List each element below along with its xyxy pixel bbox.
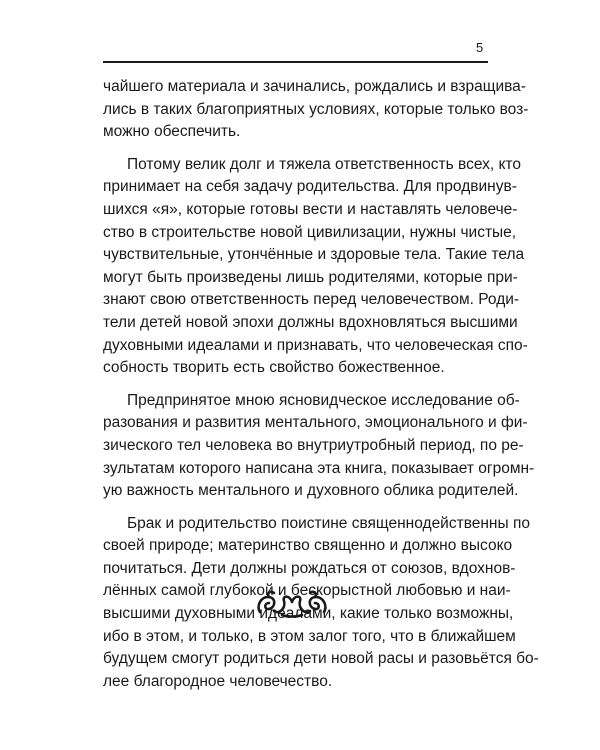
- text-line: шихся «я», которые готовы вести и наставлять человече-: [103, 200, 518, 218]
- paragraph-2: [103, 154, 528, 380]
- text-line: будущем смогут родиться дети новой расы и разовьётся бо-: [103, 650, 539, 668]
- text-line: Брак и родительство поистине священнодейственны по: [127, 514, 530, 532]
- text-line: разования и развития ментального, эмоционального и фи-: [103, 414, 528, 432]
- text-line: ство в строительстве новой цивилизации, нужны чистые,: [103, 223, 517, 241]
- text-line: Предпринятое мною ясновидческое исследование об-: [127, 391, 520, 409]
- text-line: лее благородное человечество.: [103, 672, 333, 690]
- text-line: тели детей новой эпохи должны вдохновляться высшими: [103, 313, 518, 331]
- text-line: знают свою ответственность перед человечеством. Роди-: [103, 291, 520, 309]
- text-line: ибо в этом, и только, в этом залог того, что в ближайшем: [103, 627, 516, 645]
- text-line: зического тел человека во внутриутробный период, по ре-: [103, 436, 524, 454]
- text-line: чувствительные, утончённые и здоровые тела. Такие тела: [103, 246, 525, 264]
- text-line: Потому велик долг и тяжела ответственность всех, кто: [127, 155, 521, 173]
- text-line: принимает на себя задачу родительства. Для продвинув-: [103, 178, 517, 196]
- text-line: зультатам которого написана эта книга, показывает огромн-: [103, 459, 535, 477]
- text-line: высшими духовными идеалами, какие только возможны,: [103, 605, 514, 623]
- text-line: можно обеспечить.: [103, 123, 241, 141]
- text-line: духовными идеалами и признавать, что человеческая спо-: [103, 336, 528, 354]
- text-line: могут быть произведены лишь родителями, которые при-: [103, 268, 518, 286]
- text-line: собность творить есть свойство божественное.: [103, 359, 445, 377]
- page-number: 5: [476, 40, 484, 55]
- text-line: ую важность ментального и духовного облика родителей.: [103, 482, 519, 500]
- text-line: чайшего материала и зачинались, рождались и взращива-: [103, 78, 526, 95]
- text-line: лись в таких благоприятных условиях, которые только воз-: [103, 100, 529, 118]
- text-line: почитаться. Дети должны рождаться от союзов, вдохнов-: [103, 559, 516, 577]
- header-rule: [103, 61, 488, 63]
- text-line: лённых самой глубокой и бескорыстной любовью и наи-: [103, 582, 511, 600]
- text-line: своей природе; материнство священно и должно высоко: [103, 537, 513, 555]
- paragraph-1: [103, 76, 529, 144]
- ornament-flourish-icon: [254, 589, 330, 619]
- paragraph-3: [103, 390, 535, 503]
